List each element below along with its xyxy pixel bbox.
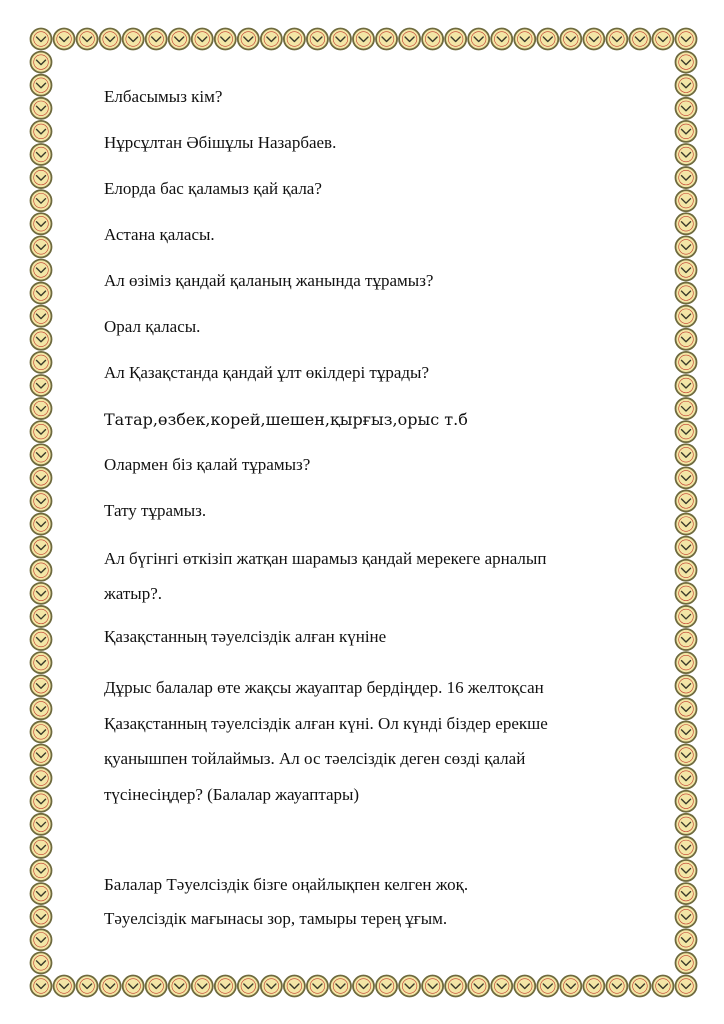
clock-icon: [31, 952, 52, 973]
text-line: Ал өзіміз қандай қаланың жанында тұрамыз?: [104, 271, 434, 290]
clock-icon: [31, 398, 52, 419]
clock-icon: [100, 976, 121, 997]
clock-icon: [307, 29, 328, 50]
clock-icon: [399, 29, 420, 50]
clock-icon: [514, 976, 535, 997]
clock-icon: [560, 29, 581, 50]
clock-icon: [676, 606, 697, 627]
clock-icon: [31, 976, 52, 997]
clock-icon: [676, 652, 697, 673]
clock-icon: [583, 976, 604, 997]
clock-icon: [169, 976, 190, 997]
clock-icon: [123, 976, 144, 997]
clock-icon: [215, 29, 236, 50]
clock-icon: [376, 976, 397, 997]
clock-icon: [676, 883, 697, 904]
clock-icon: [31, 560, 52, 581]
clock-icon: [676, 837, 697, 858]
clock-icon: [307, 976, 328, 997]
clock-icon: [31, 75, 52, 96]
clock-icon: [31, 421, 52, 442]
clock-icon: [31, 698, 52, 719]
text-line: Дұрыс балалар өте жақсы жауаптар бердіңдер. 16 желтоқсан: [104, 678, 544, 697]
clock-icon: [31, 629, 52, 650]
clock-icon: [238, 976, 259, 997]
clock-icon: [445, 29, 466, 50]
clock-icon: [676, 698, 697, 719]
clock-icon: [676, 860, 697, 881]
text-line: түсінесіңдер? (Балалар жауаптары): [104, 785, 360, 804]
clock-icon: [676, 236, 697, 257]
clock-icon: [31, 167, 52, 188]
clock-icon: [31, 29, 52, 50]
clock-icon: [676, 75, 697, 96]
text-line: Балалар Тәуелсіздік бізге оңайлықпен келген жоқ.: [104, 875, 469, 894]
clock-icon: [31, 860, 52, 881]
text-line: Татар,өзбек,корей,шешен,қырғыз,орыс т.б: [104, 410, 468, 429]
clock-icon: [676, 167, 697, 188]
clock-icon: [676, 421, 697, 442]
clock-icon: [514, 29, 535, 50]
clock-icon: [676, 514, 697, 535]
clock-icon: [77, 29, 98, 50]
clock-icon: [31, 814, 52, 835]
clock-icon: [583, 29, 604, 50]
clock-icon: [676, 398, 697, 419]
clock-icon: [31, 675, 52, 696]
text-line: Қазақстанның тәуелсіздік алған күніне: [104, 627, 387, 646]
clock-icon: [31, 213, 52, 234]
clock-icon: [31, 236, 52, 257]
clock-icon: [537, 976, 558, 997]
clock-icon: [676, 375, 697, 396]
clock-icon: [215, 976, 236, 997]
clock-icon: [31, 721, 52, 742]
clock-icon: [676, 283, 697, 304]
clock-icon: [491, 976, 512, 997]
clock-icon: [77, 976, 98, 997]
clock-icon: [353, 29, 374, 50]
clock-icon: [353, 976, 374, 997]
text-line: Орал қаласы.: [104, 317, 201, 336]
clock-icon: [676, 144, 697, 165]
clock-icon: [31, 190, 52, 211]
clock-icon: [676, 190, 697, 211]
clock-icon: [31, 352, 52, 373]
clock-icon: [676, 121, 697, 142]
clock-icon: [31, 444, 52, 465]
clock-icon: [31, 929, 52, 950]
clock-icon: [31, 606, 52, 627]
clock-icon: [31, 121, 52, 142]
clock-icon: [284, 29, 305, 50]
clock-icon: [676, 906, 697, 927]
clock-icon: [261, 29, 282, 50]
clock-icon: [100, 29, 121, 50]
clock-icon: [399, 976, 420, 997]
clock-icon: [31, 883, 52, 904]
clock-icon: [676, 976, 697, 997]
clock-icon: [676, 537, 697, 558]
clock-icon: [445, 976, 466, 997]
clock-icon: [676, 490, 697, 511]
clock-icon: [261, 976, 282, 997]
text-line: Тәуелсіздік мағынасы зор, тамыры терең ұғым.: [104, 909, 448, 928]
text-line: қуанышпен тойлаймыз. Ал ос тәелсіздік деген сөзді қалай: [104, 749, 526, 768]
clock-icon: [146, 29, 167, 50]
clock-icon: [31, 583, 52, 604]
clock-icon: [31, 329, 52, 350]
clock-icon: [31, 745, 52, 766]
clock-icon: [31, 490, 52, 511]
clock-icon: [676, 329, 697, 350]
clock-icon: [676, 560, 697, 581]
clock-icon: [676, 583, 697, 604]
clock-icon: [192, 29, 213, 50]
clock-icon: [491, 29, 512, 50]
clock-icon: [169, 29, 190, 50]
clock-icon: [31, 259, 52, 280]
text-line: Ал Қазақстанда қандай ұлт өкілдері тұрады?: [104, 363, 430, 382]
text-line: Елбасымыз кім?: [104, 87, 223, 106]
clock-icon: [31, 768, 52, 789]
clock-icon: [31, 906, 52, 927]
text-line: Ал бүгінгі өткізіп жатқан шарамыз қандай мерекеге арналып: [104, 549, 547, 568]
text-line: Елорда бас қаламыз қай қала?: [104, 179, 322, 198]
clock-icon: [330, 976, 351, 997]
text-line: Нұрсұлтан Әбішұлы Назарбаев.: [104, 133, 337, 152]
clock-icon: [676, 721, 697, 742]
clock-icon: [676, 444, 697, 465]
clock-icon: [676, 259, 697, 280]
clock-icon: [560, 976, 581, 997]
clock-icon: [422, 29, 443, 50]
clock-icon: [676, 52, 697, 73]
clock-icon: [123, 29, 144, 50]
clock-icon: [676, 745, 697, 766]
clock-icon: [676, 98, 697, 119]
clock-icon: [284, 976, 305, 997]
text-line: Астана қаласы.: [104, 225, 215, 244]
text-line: Олармен біз қалай тұрамыз?: [104, 455, 311, 474]
clock-icon: [676, 814, 697, 835]
clock-icon: [676, 675, 697, 696]
clock-icon: [31, 537, 52, 558]
clock-icon: [31, 467, 52, 488]
clock-icon: [676, 952, 697, 973]
clock-icon: [54, 29, 75, 50]
clock-icon: [676, 306, 697, 327]
clock-icon: [676, 29, 697, 50]
clock-icon: [31, 837, 52, 858]
text-line: жатыр?.: [104, 584, 162, 603]
text-line: Тату тұрамыз.: [104, 501, 207, 520]
clock-icon: [676, 467, 697, 488]
clock-icon: [31, 375, 52, 396]
clock-icon: [31, 514, 52, 535]
clock-icon: [330, 29, 351, 50]
clock-icon: [676, 213, 697, 234]
clock-icon: [376, 29, 397, 50]
clock-icon: [31, 144, 52, 165]
clock-icon: [422, 976, 443, 997]
clock-icon: [54, 976, 75, 997]
clock-icon: [676, 929, 697, 950]
clock-icon: [652, 976, 673, 997]
clock-icon: [31, 283, 52, 304]
clock-icon: [606, 29, 627, 50]
clock-icon: [31, 98, 52, 119]
clock-icon: [676, 352, 697, 373]
clock-icon: [468, 976, 489, 997]
clock-icon: [652, 29, 673, 50]
clock-icon: [31, 652, 52, 673]
clock-icon: [31, 791, 52, 812]
clock-icon: [146, 976, 167, 997]
clock-icon: [31, 306, 52, 327]
clock-icon: [238, 29, 259, 50]
clock-icon: [676, 768, 697, 789]
clock-icon: [629, 29, 650, 50]
clock-icon: [676, 791, 697, 812]
clock-icon: [31, 52, 52, 73]
clock-icon: [606, 976, 627, 997]
clock-icon: [468, 29, 489, 50]
clock-icon: [629, 976, 650, 997]
clock-icon: [537, 29, 558, 50]
clock-icon: [192, 976, 213, 997]
text-line: Қазақстанның тәуелсіздік алған күні. Ол күнді біздер ерекше: [104, 714, 548, 733]
clock-icon: [676, 629, 697, 650]
